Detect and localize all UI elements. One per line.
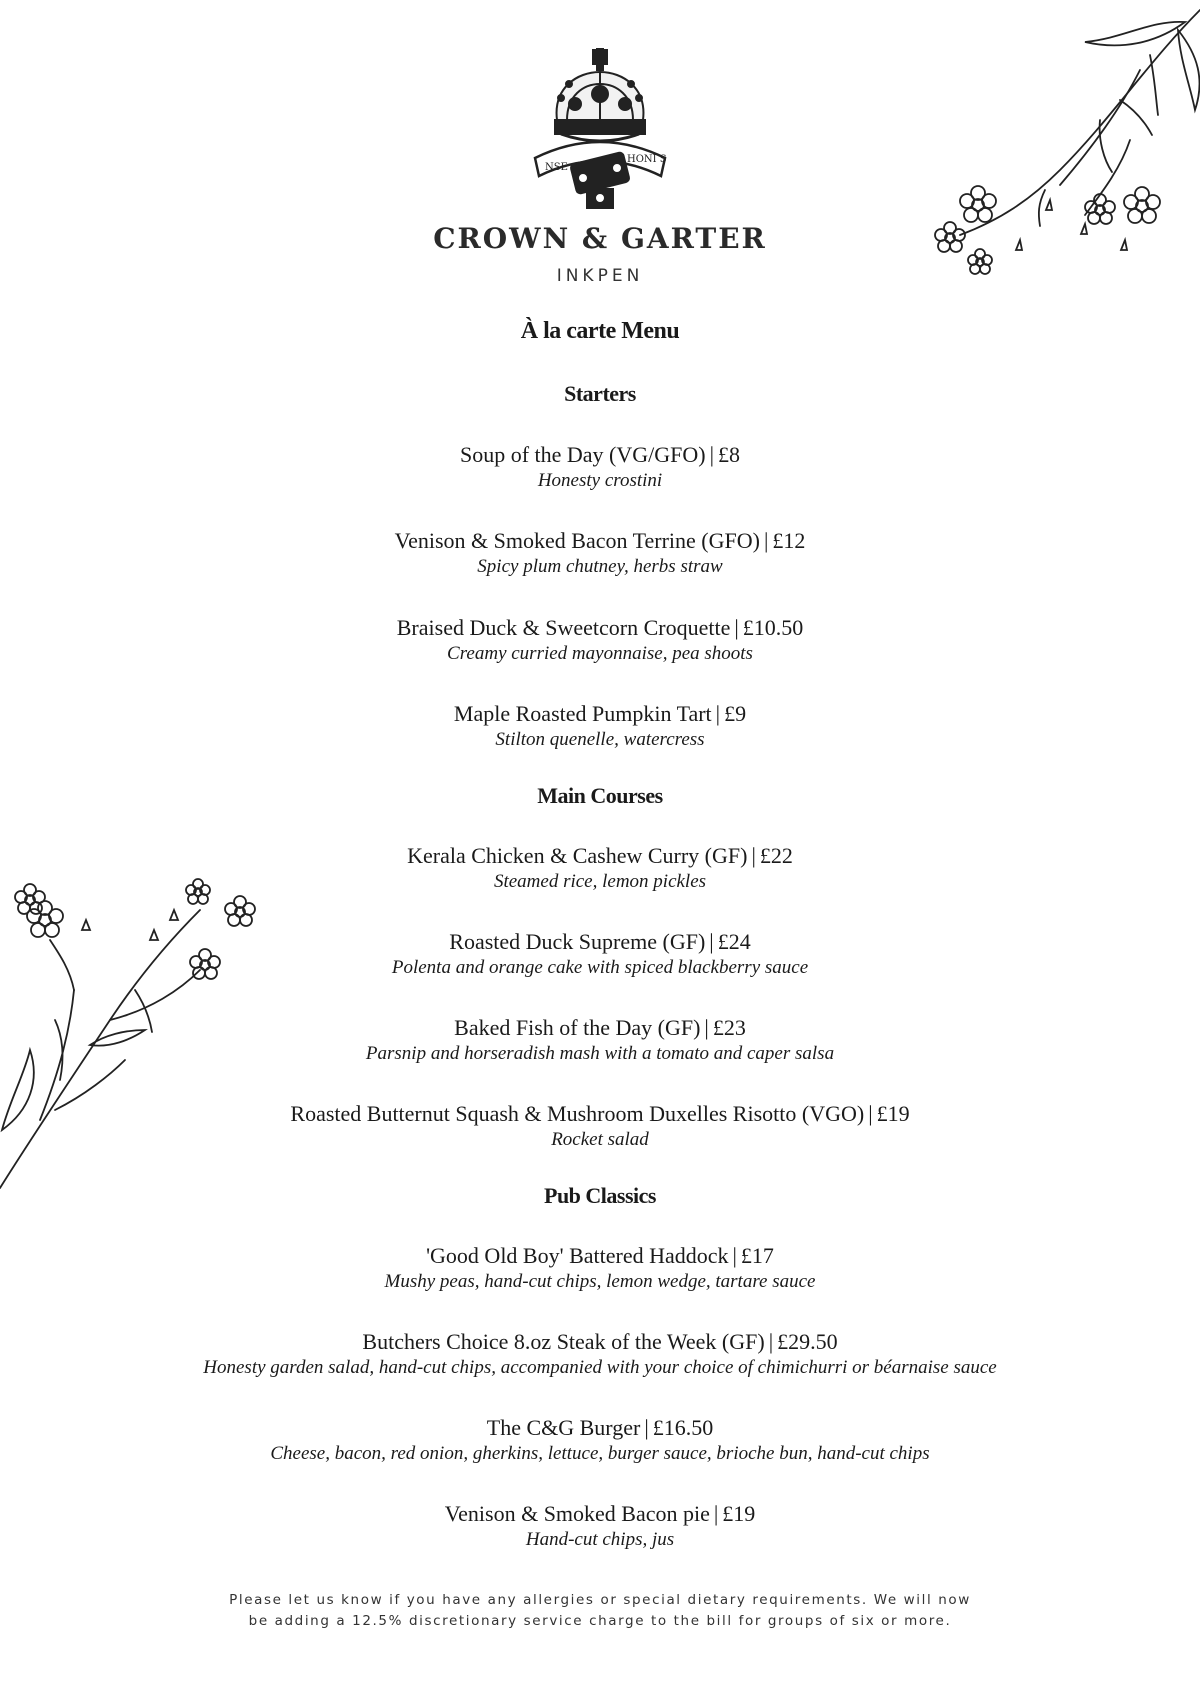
crown-garter-crest-icon (527, 48, 673, 213)
item-price: £19 (876, 1101, 910, 1126)
item-description: Creamy curried mayonnaise, pea shoots (447, 643, 753, 664)
brand-location: INKPEN (556, 266, 644, 286)
item-price: £12 (772, 528, 806, 553)
item-name: Maple Roasted Pumpkin Tart (453, 701, 712, 726)
item-description: Stilton quenelle, watercress (495, 729, 705, 750)
item-description: Honesty garden salad, hand-cut chips, accompanied with your choice of chimichurri or béarnaise sauce (203, 1357, 997, 1378)
item-line: Soup of the Day (VG/GFO) | £8 (459, 442, 741, 467)
item-price: £8 (718, 442, 741, 467)
item-price: £17 (740, 1243, 774, 1268)
item-price: £23 (712, 1015, 746, 1040)
menu-item (0, 700, 1200, 752)
item-description: Polenta and orange cake with spiced blackberry sauce (391, 957, 809, 978)
item-name: Baked Fish of the Day (GF) (454, 1015, 701, 1040)
item-description: Hand-cut chips, jus (525, 1529, 675, 1550)
item-description: Spicy plum chutney, herbs straw (477, 556, 723, 577)
menu-item (0, 1242, 1200, 1294)
menu-item (0, 614, 1200, 666)
item-price: £16.50 (652, 1415, 714, 1440)
item-line: The C&G Burger | £16.50 (486, 1415, 714, 1440)
item-name: Roasted Duck Supreme (GF) (449, 929, 706, 954)
item-line: Roasted Duck Supreme (GF) | £24 (449, 929, 751, 954)
floral-stem-icon (0, 870, 270, 1190)
item-name: Venison & Smoked Bacon Terrine (GFO) (394, 528, 760, 553)
item-name: Venison & Smoked Bacon pie (444, 1501, 710, 1526)
item-line: Maple Roasted Pumpkin Tart | £9 (453, 701, 747, 726)
section-title-main-courses: Main Courses (537, 783, 663, 808)
menu-item (0, 441, 1200, 493)
menu-title: À la carte Menu (520, 318, 680, 344)
motto-right: HONI S (627, 154, 667, 165)
footer-note (0, 1590, 1200, 1632)
footer-line-2: be adding a 12.5% discretionary service charge to the bill for groups of six or more. (248, 1613, 952, 1629)
item-line: Venison & Smoked Bacon pie | £19 (444, 1501, 756, 1526)
floral-branch-icon (920, 0, 1200, 290)
item-name: The C&G Burger (486, 1415, 641, 1440)
item-line: 'Good Old Boy' Battered Haddock | £17 (426, 1243, 774, 1268)
item-price: £10.50 (742, 615, 804, 640)
item-line: Roasted Butternut Squash & Mushroom Duxelles Risotto (VGO) | £19 (290, 1101, 910, 1126)
item-line: Baked Fish of the Day (GF) | £23 (454, 1015, 746, 1040)
item-price: £9 (724, 701, 747, 726)
item-price: £29.50 (777, 1329, 838, 1354)
item-price: £24 (717, 929, 751, 954)
item-name: Soup of the Day (VG/GFO) (459, 442, 706, 467)
menu-item (0, 1328, 1200, 1380)
item-description: Honesty crostini (537, 470, 663, 491)
item-name: Kerala Chicken & Cashew Curry (GF) (407, 843, 748, 868)
menu-item (0, 1414, 1200, 1466)
section-title-pub-classics: Pub Classics (544, 1183, 656, 1208)
item-description: Rocket salad (551, 1129, 649, 1150)
item-description: Steamed rice, lemon pickles (493, 871, 707, 892)
section-title-starters: Starters (564, 381, 636, 406)
item-name: 'Good Old Boy' Battered Haddock (426, 1243, 729, 1268)
motto-left: NSE (545, 162, 568, 173)
item-price: £19 (722, 1501, 756, 1526)
item-price: £22 (759, 843, 793, 868)
item-name: Butchers Choice 8.oz Steak of the Week (GF) (362, 1329, 765, 1354)
brand-name: CROWN & GARTER (433, 222, 767, 255)
menu-item (0, 527, 1200, 579)
footer-line-1: Please let us know if you have any allergies or special dietary requirements. We will now (229, 1592, 971, 1608)
item-description: Parsnip and horseradish mash with a tomato and caper salsa (365, 1043, 835, 1064)
menu-item (0, 1500, 1200, 1552)
item-description: Cheese, bacon, red onion, gherkins, lettuce, burger sauce, brioche bun, hand-cut chips (270, 1443, 930, 1464)
item-line: Butchers Choice 8.oz Steak of the Week (GF) | £29.50 (362, 1329, 838, 1354)
item-name: Roasted Butternut Squash & Mushroom Duxelles Risotto (VGO) (290, 1101, 865, 1126)
item-line: Kerala Chicken & Cashew Curry (GF) | £22 (407, 843, 793, 868)
item-line: Braised Duck & Sweetcorn Croquette | £10.50 (396, 615, 804, 640)
item-description: Mushy peas, hand-cut chips, lemon wedge, tartare sauce (384, 1271, 816, 1292)
item-line: Venison & Smoked Bacon Terrine (GFO) | £12 (394, 528, 806, 553)
item-name: Braised Duck & Sweetcorn Croquette (396, 615, 731, 640)
